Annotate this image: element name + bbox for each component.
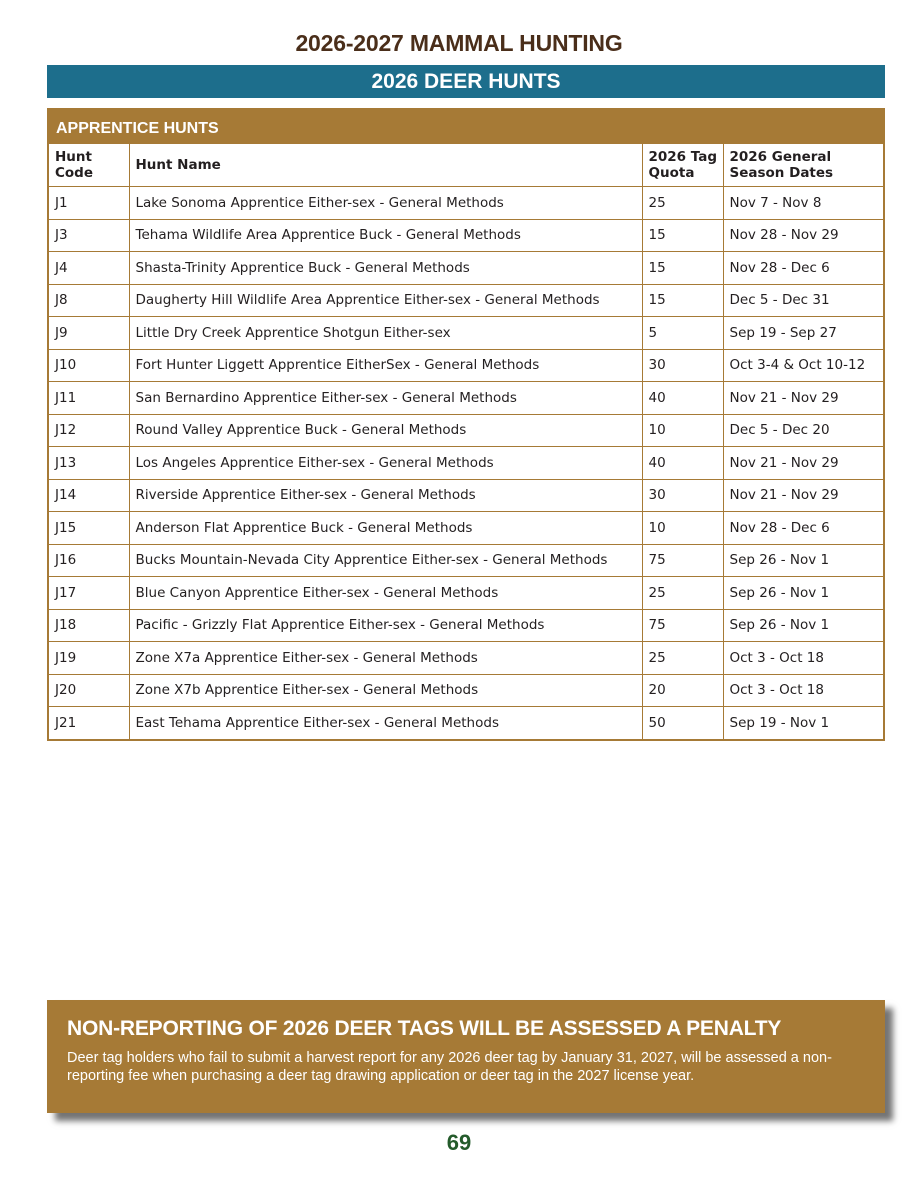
hunt-code-cell: J4 xyxy=(49,252,129,285)
season-dates-cell: Nov 28 - Nov 29 xyxy=(723,219,883,252)
penalty-notice xyxy=(47,1000,885,1113)
hunt-code-cell: J10 xyxy=(49,349,129,382)
table-row xyxy=(49,479,883,512)
hunt-code-cell: J3 xyxy=(49,219,129,252)
table-header-row xyxy=(49,144,883,187)
hunt-name-cell: Bucks Mountain-Nevada City Apprentice Either-sex - General Methods xyxy=(129,544,642,577)
header-season-dates-line1: 2026 General xyxy=(729,149,832,165)
header-hunt-code-line1: Hunt xyxy=(55,149,92,165)
page-number: 69 xyxy=(446,1130,472,1155)
season-dates-cell: Nov 7 - Nov 8 xyxy=(723,187,883,220)
table-row xyxy=(49,382,883,415)
table-row xyxy=(49,447,883,480)
hunts-table xyxy=(49,144,883,739)
hunt-name-cell: San Bernardino Apprentice Either-sex - General Methods xyxy=(129,382,642,415)
season-dates-cell: Sep 26 - Nov 1 xyxy=(723,577,883,610)
tag-quota-cell: 75 xyxy=(642,544,723,577)
season-dates-cell: Dec 5 - Dec 31 xyxy=(723,284,883,317)
hunt-name-cell: Los Angeles Apprentice Either-sex - General Methods xyxy=(129,447,642,480)
notice-title: NON-REPORTING OF 2026 DEER TAGS WILL BE ASSESSED A PENALTY xyxy=(67,1017,782,1040)
apprentice-hunts-table xyxy=(47,108,885,741)
tag-quota-cell: 40 xyxy=(642,447,723,480)
tag-quota-cell: 15 xyxy=(642,219,723,252)
hunt-name-cell: Pacific - Grizzly Flat Apprentice Either-sex - General Methods xyxy=(129,609,642,642)
tag-quota-cell: 15 xyxy=(642,252,723,285)
table-body xyxy=(49,187,883,739)
season-dates-cell: Nov 28 - Dec 6 xyxy=(723,512,883,545)
tag-quota-cell: 50 xyxy=(642,707,723,739)
hunt-code-cell: J18 xyxy=(49,609,129,642)
hunt-name-cell: Anderson Flat Apprentice Buck - General Methods xyxy=(129,512,642,545)
tag-quota-cell: 25 xyxy=(642,577,723,610)
season-dates-cell: Dec 5 - Dec 20 xyxy=(723,414,883,447)
tag-quota-cell: 25 xyxy=(642,187,723,220)
header-hunt-code xyxy=(49,144,129,187)
table-row xyxy=(49,674,883,707)
tag-quota-cell: 15 xyxy=(642,284,723,317)
header-hunt-name: Hunt Name xyxy=(129,144,642,187)
hunt-name-cell: Daugherty Hill Wildlife Area Apprentice Either-sex - General Methods xyxy=(129,284,642,317)
table-row xyxy=(49,414,883,447)
season-dates-cell: Nov 21 - Nov 29 xyxy=(723,479,883,512)
table-row xyxy=(49,609,883,642)
tag-quota-cell: 10 xyxy=(642,414,723,447)
tag-quota-cell: 20 xyxy=(642,674,723,707)
table-row xyxy=(49,349,883,382)
season-dates-cell: Oct 3-4 & Oct 10-12 xyxy=(723,349,883,382)
section-heading: 2026 DEER HUNTS xyxy=(47,65,885,98)
hunt-name-cell: Round Valley Apprentice Buck - General Methods xyxy=(129,414,642,447)
season-dates-cell: Nov 21 - Nov 29 xyxy=(723,382,883,415)
header-tag-quota xyxy=(642,144,723,187)
hunt-name-cell: Shasta-Trinity Apprentice Buck - General Methods xyxy=(129,252,642,285)
tag-quota-cell: 5 xyxy=(642,317,723,350)
hunt-code-cell: J17 xyxy=(49,577,129,610)
hunt-code-cell: J20 xyxy=(49,674,129,707)
hunt-code-cell: J1 xyxy=(49,187,129,220)
tag-quota-cell: 25 xyxy=(642,642,723,675)
hunt-name-cell: Lake Sonoma Apprentice Either-sex - General Methods xyxy=(129,187,642,220)
hunt-name-cell: Fort Hunter Liggett Apprentice EitherSex - General Methods xyxy=(129,349,642,382)
hunt-name-cell: Zone X7b Apprentice Either-sex - General Methods xyxy=(129,674,642,707)
page-title: 2026-2027 MAMMAL HUNTING xyxy=(295,30,623,56)
season-dates-cell: Oct 3 - Oct 18 xyxy=(723,674,883,707)
hunt-name-cell: Riverside Apprentice Either-sex - General Methods xyxy=(129,479,642,512)
table-row xyxy=(49,707,883,739)
season-dates-cell: Oct 3 - Oct 18 xyxy=(723,642,883,675)
table-row xyxy=(49,642,883,675)
hunt-name-cell: East Tehama Apprentice Either-sex - General Methods xyxy=(129,707,642,739)
hunt-code-cell: J14 xyxy=(49,479,129,512)
tag-quota-cell: 30 xyxy=(642,479,723,512)
header-hunt-code-line2: Code xyxy=(55,165,94,181)
tag-quota-cell: 75 xyxy=(642,609,723,642)
hunt-code-cell: J11 xyxy=(49,382,129,415)
table-row xyxy=(49,187,883,220)
tag-quota-cell: 10 xyxy=(642,512,723,545)
header-season-dates xyxy=(723,144,883,187)
hunt-code-cell: J19 xyxy=(49,642,129,675)
table-row xyxy=(49,252,883,285)
hunt-code-cell: J13 xyxy=(49,447,129,480)
hunt-code-cell: J9 xyxy=(49,317,129,350)
hunt-code-cell: J16 xyxy=(49,544,129,577)
header-season-dates-line2: Season Dates xyxy=(729,165,834,181)
table-row xyxy=(49,544,883,577)
season-dates-cell: Sep 19 - Nov 1 xyxy=(723,707,883,739)
table-row xyxy=(49,317,883,350)
season-dates-cell: Sep 26 - Nov 1 xyxy=(723,544,883,577)
season-dates-cell: Sep 19 - Sep 27 xyxy=(723,317,883,350)
notice-body: Deer tag holders who fail to submit a harvest report for any 2026 deer tag by January 31, 2027, will be assessed a non-reporting fee when purchasing a deer tag drawing application or deer tag in the 2027 license year. xyxy=(67,1050,832,1084)
hunt-name-cell: Little Dry Creek Apprentice Shotgun Either-sex xyxy=(129,317,642,350)
season-dates-cell: Sep 26 - Nov 1 xyxy=(723,609,883,642)
tag-quota-cell: 40 xyxy=(642,382,723,415)
hunt-name-cell: Zone X7a Apprentice Either-sex - General Methods xyxy=(129,642,642,675)
hunt-code-cell: J21 xyxy=(49,707,129,739)
table-row xyxy=(49,284,883,317)
season-dates-cell: Nov 28 - Dec 6 xyxy=(723,252,883,285)
hunt-name-cell: Tehama Wildlife Area Apprentice Buck - General Methods xyxy=(129,219,642,252)
header-tag-quota-line2: Quota xyxy=(648,165,695,181)
table-caption: APPRENTICE HUNTS xyxy=(49,110,883,144)
hunt-code-cell: J12 xyxy=(49,414,129,447)
table-row xyxy=(49,219,883,252)
table-row xyxy=(49,512,883,545)
table-row xyxy=(49,577,883,610)
hunt-code-cell: J15 xyxy=(49,512,129,545)
hunt-name-cell: Blue Canyon Apprentice Either-sex - General Methods xyxy=(129,577,642,610)
tag-quota-cell: 30 xyxy=(642,349,723,382)
header-tag-quota-line1: 2026 Tag xyxy=(648,149,718,165)
hunt-code-cell: J8 xyxy=(49,284,129,317)
season-dates-cell: Nov 21 - Nov 29 xyxy=(723,447,883,480)
